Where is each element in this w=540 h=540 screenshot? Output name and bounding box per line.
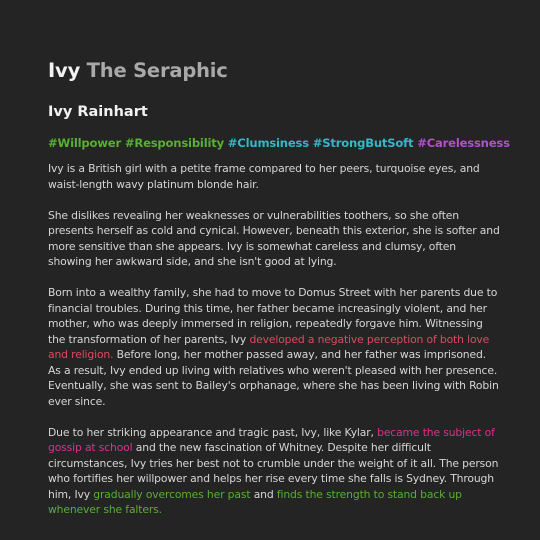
bio-text: Born into a wealthy family, she had to move to Domus Street with her parents due to financial troubles. During this time, her father became increasingly violent, and her mother, who was deeply immersed in religion, repeatedly forgave him. Witnessing the transformation of her parents, Ivy	[48, 286, 498, 346]
bio-text: Due to her striking appearance and tragic past, Ivy, like Kylar,	[48, 425, 378, 439]
tag-carelessness: #Carelessness	[417, 136, 510, 150]
biography	[48, 161, 500, 518]
bio-paragraph-present	[48, 425, 500, 518]
character-name: Ivy	[48, 59, 81, 82]
bio-text: and the new fascination of Whitney. Despite her difficult circumstances, Ivy tries her best not to crumble under the weight of it all. The person who fortifies her willpower and helps her rise every time she falls is Sydney. Through him, Ivy	[48, 441, 499, 501]
highlight-text: finds the strength to stand back up whenever she falters.	[48, 487, 462, 516]
highlight-text: became the subject of gossip at school	[48, 425, 495, 454]
bio-paragraph-appearance: Ivy is a British girl with a petite frame compared to her peers, turquoise eyes, and waist-length wavy platinum blonde hair.	[48, 162, 480, 191]
bio-paragraph-personality: She dislikes revealing her weaknesses or vulnerabilities toothers, so she often presents herself as cold and cynical. However, beneath this exterior, she is softer and more sensitive than she appears. Ivy is somewhat careless and clumsy, often showing her awkward side, and she isn't good at lying.	[48, 208, 500, 268]
tag-clumsiness: #Clumsiness	[227, 136, 309, 150]
character-full-name: Ivy Rainhart	[48, 104, 148, 120]
trait-tags	[48, 134, 540, 152]
page-title	[48, 58, 540, 84]
highlight-text: gradually overcomes her past	[93, 487, 251, 501]
tag-responsibility: #Responsibility	[124, 136, 224, 150]
bio-text: and	[250, 487, 277, 501]
highlight-text: developed a negative perception of both love and religion.	[48, 332, 490, 361]
tag-willpower: #Willpower	[48, 136, 121, 150]
bio-text: Before long, her mother passed away, and her father was imprisoned. As a result, Ivy ended up living with relatives who weren't pleased with her presence. Eventually, she was sent to Bailey's orphanage, where she has been living with Robin ever since.	[48, 348, 499, 408]
character-epithet: The Seraphic	[86, 59, 228, 82]
tag-strong-but-soft: #StrongButSoft	[312, 136, 414, 150]
bio-paragraph-background	[48, 285, 500, 409]
